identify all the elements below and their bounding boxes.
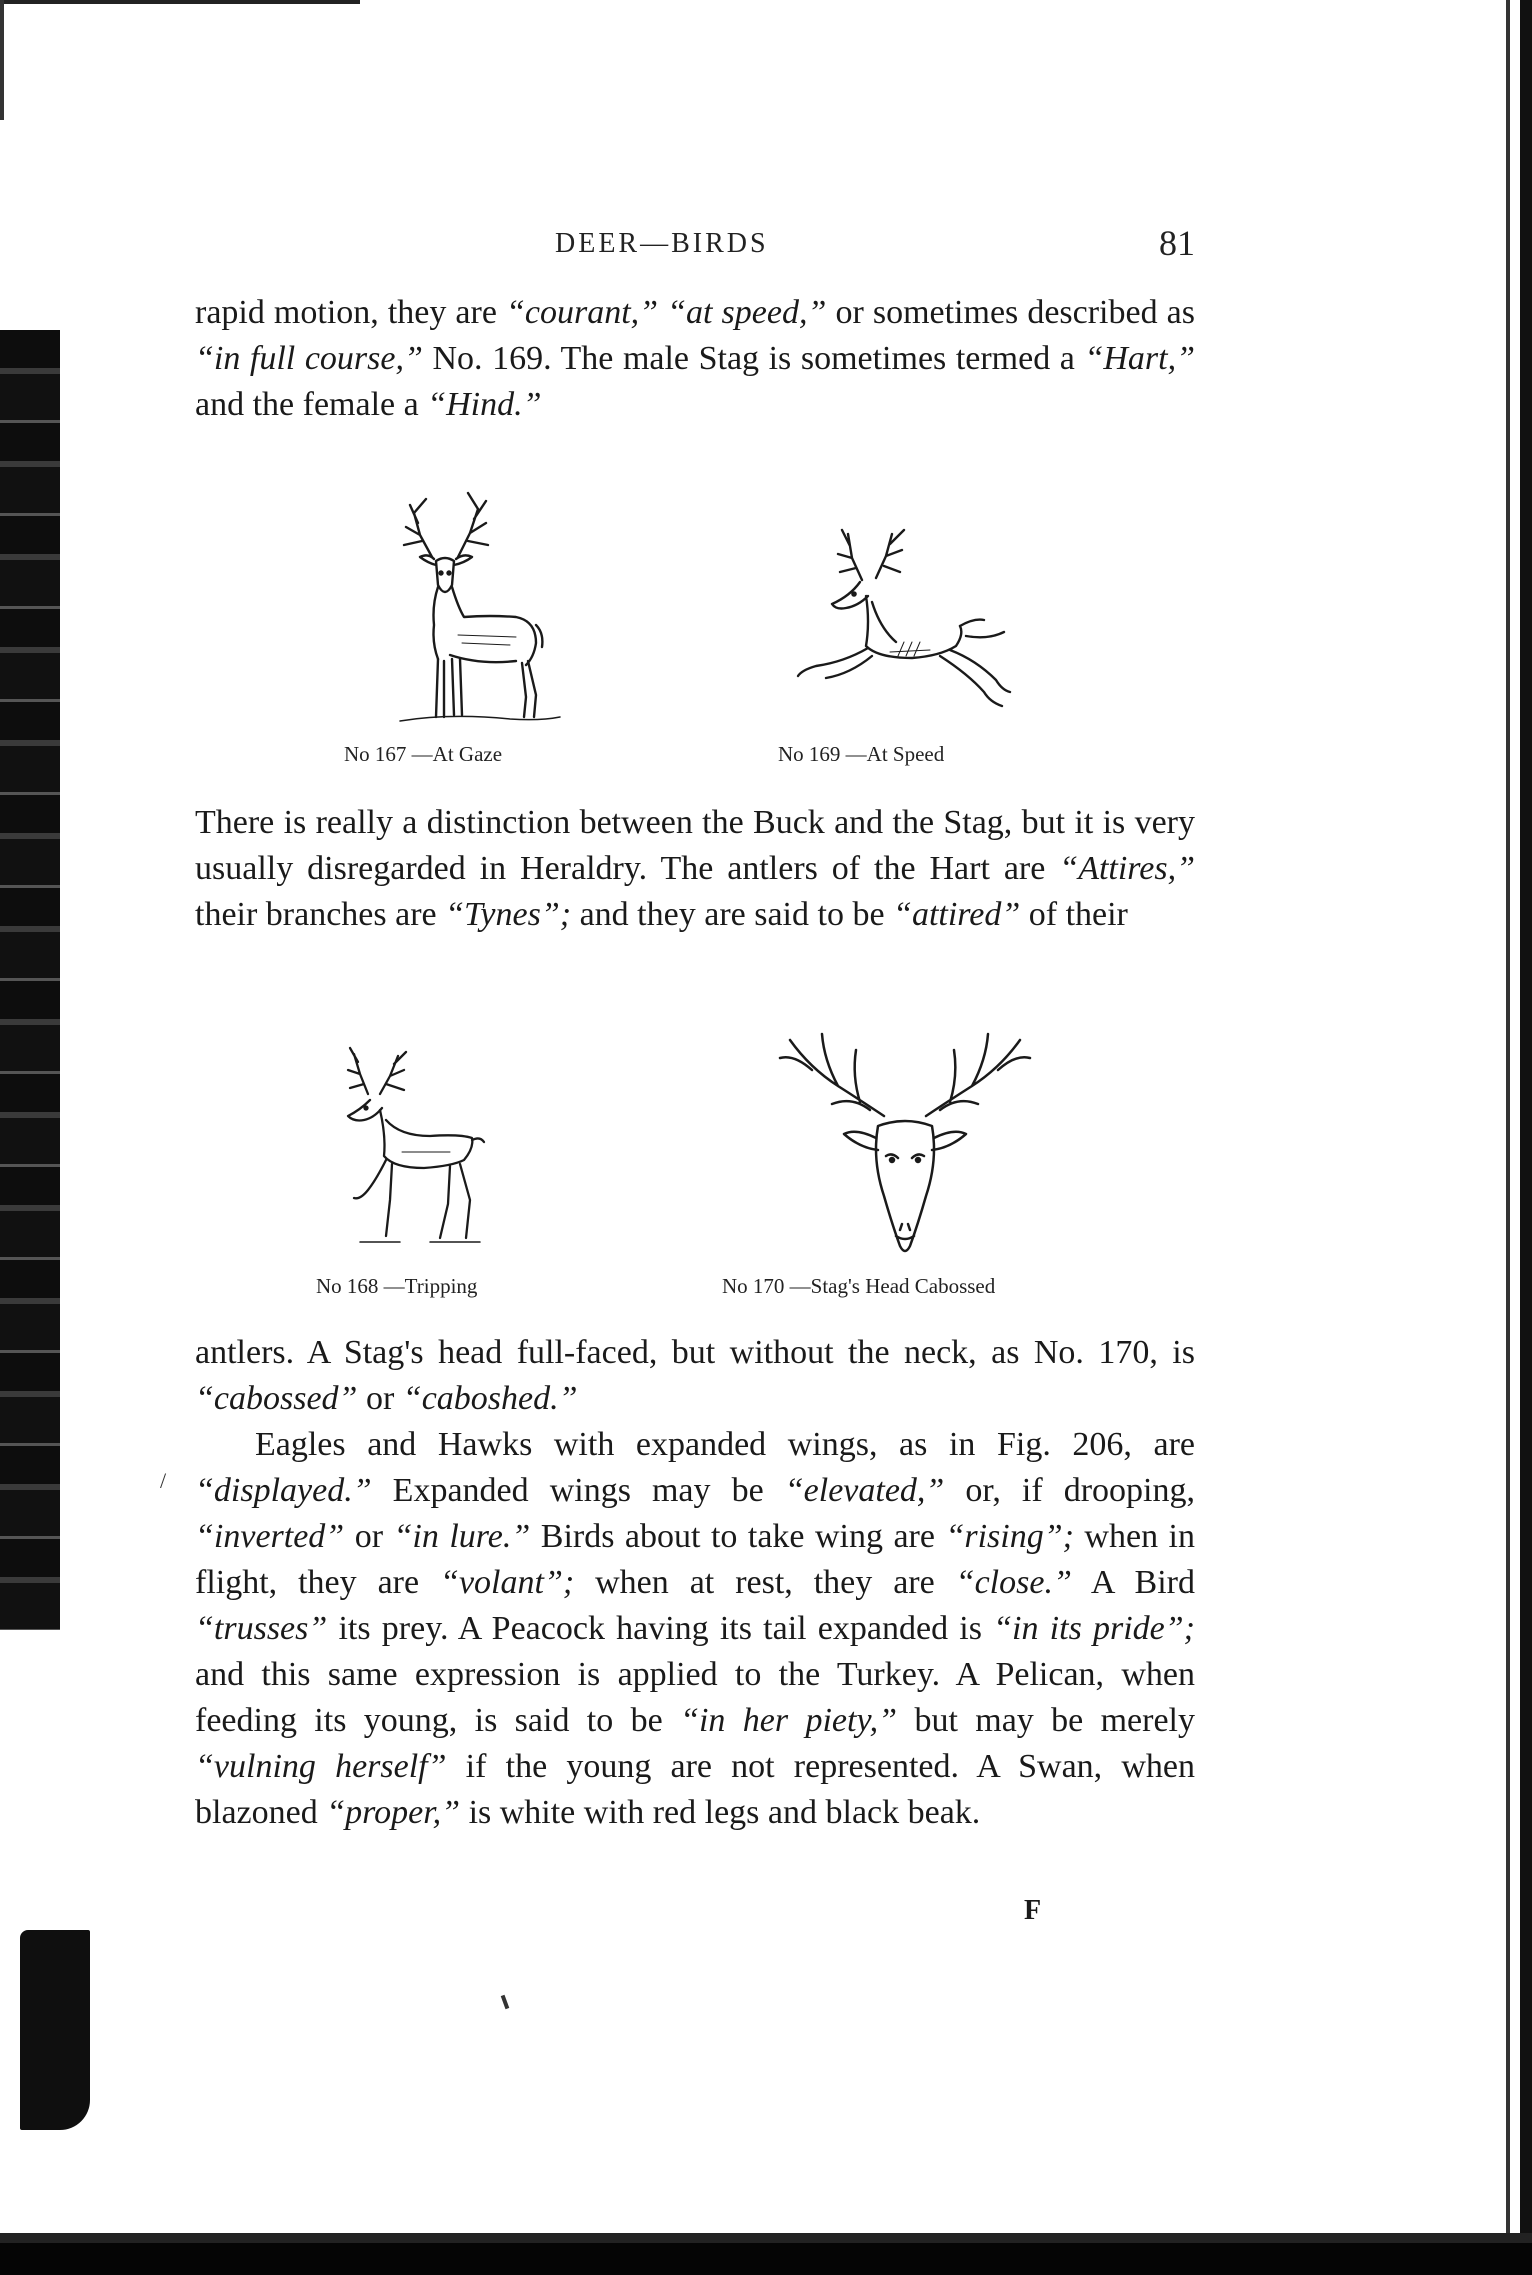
stags-head-icon: [760, 1020, 1050, 1270]
running-head: DEER—BIRDS: [555, 228, 769, 259]
text: antlers. A Stag's head full-faced, but without the neck, as No. 170, is: [195, 1334, 1195, 1371]
text: Eagles and Hawks with expanded wings, as in Fig. 206, are: [255, 1426, 1195, 1463]
term: “Attires,”: [1059, 850, 1195, 887]
paragraph-1: [195, 290, 1195, 428]
term: “caboshed.”: [402, 1380, 578, 1417]
scan-edge-right: [1520, 0, 1532, 2275]
term: “Tynes”;: [445, 896, 572, 933]
stag-at-speed-icon: [780, 510, 1020, 720]
scan-edge-top-left: [0, 0, 4, 120]
text: when in flight, they are: [195, 1518, 1196, 1601]
scan-edge-left-lower: [20, 1930, 90, 2130]
term: “rising”;: [945, 1518, 1074, 1555]
term: “at speed,”: [667, 294, 827, 331]
figure-caption: No 169 —At Speed: [778, 742, 945, 766]
text: and this same expression is applied to the Turkey. A Pelican, when feeding its young, is said to be: [195, 1656, 1195, 1739]
term: “in lure.”: [393, 1518, 531, 1555]
term: “displayed.”: [195, 1472, 372, 1509]
term: “close.”: [955, 1564, 1072, 1601]
text: No. 169. The male Stag is sometimes termed a: [422, 340, 1085, 377]
text: when at rest, they are: [574, 1564, 956, 1601]
text: or, if drooping,: [944, 1472, 1196, 1509]
text: There is really a distinction between the Buck and the Stag, but it is very usually disregarded in Heraldry. The antlers of the Hart are: [195, 804, 1195, 887]
figure-170-stags-head-cabossed: [760, 1020, 1050, 1270]
term: “proper,”: [326, 1794, 461, 1831]
term: “Hart,”: [1084, 340, 1196, 377]
term: “volant”;: [440, 1564, 575, 1601]
text: is white with red legs and black beak.: [460, 1794, 981, 1831]
term: “inverted”: [195, 1518, 345, 1555]
figure-caption: No 170 —Stag's Head Cabossed: [722, 1274, 996, 1298]
text: if the young are not represented. A Swan, when blazoned: [195, 1748, 1195, 1831]
text: or sometimes described as: [826, 294, 1195, 331]
figure-167-stag-at-gaze: [340, 475, 580, 735]
figure-caption: No 168 —Tripping: [316, 1274, 478, 1298]
paragraph-2: [195, 800, 1195, 938]
text: its prey. A Peacock having its tail expanded is: [327, 1610, 994, 1647]
term: “in her piety,”: [680, 1702, 898, 1739]
term: “vulning herself”: [195, 1748, 447, 1785]
scan-edge-top: [0, 0, 360, 4]
term: “Hind.”: [427, 386, 542, 423]
text: A Bird: [1071, 1564, 1195, 1601]
paragraph-3: [195, 1330, 1195, 1836]
text: their branches are: [195, 896, 446, 933]
scan-edge-bottom: [0, 2233, 1532, 2275]
text: and they are said to be: [571, 896, 894, 933]
text: or: [344, 1518, 394, 1555]
figure-168-stag-tripping: [320, 1040, 520, 1260]
term: “attired”: [893, 896, 1021, 933]
text: Expanded wings may be: [371, 1472, 785, 1509]
signature-mark: F: [1024, 1895, 1042, 1926]
term: “courant,”: [505, 294, 659, 331]
page-header: [195, 223, 1195, 278]
text: rapid motion, they are: [195, 294, 506, 331]
scan-edge-right-inner: [1506, 0, 1510, 2275]
text: [658, 294, 667, 331]
text: but may be merely: [897, 1702, 1195, 1739]
stag-at-gaze-icon: [340, 475, 580, 735]
text: and the female a: [195, 386, 428, 423]
scan-edge-left: [0, 330, 60, 1630]
margin-mark: /: [160, 1468, 167, 1493]
stag-tripping-icon: [320, 1040, 520, 1260]
stray-mark: [501, 1995, 510, 2010]
term: “cabossed”: [195, 1380, 358, 1417]
term: “elevated,”: [784, 1472, 945, 1509]
text: of their: [1020, 896, 1128, 933]
figure-169-stag-at-speed: [780, 510, 1020, 720]
text: or: [357, 1380, 403, 1417]
figure-caption: No 167 —At Gaze: [344, 742, 503, 766]
page-number: 81: [1159, 223, 1195, 263]
text: Birds about to take wing are: [530, 1518, 946, 1555]
term: “in its pride”;: [993, 1610, 1196, 1647]
term: “in full course,”: [195, 340, 423, 377]
term: “trusses”: [195, 1610, 328, 1647]
